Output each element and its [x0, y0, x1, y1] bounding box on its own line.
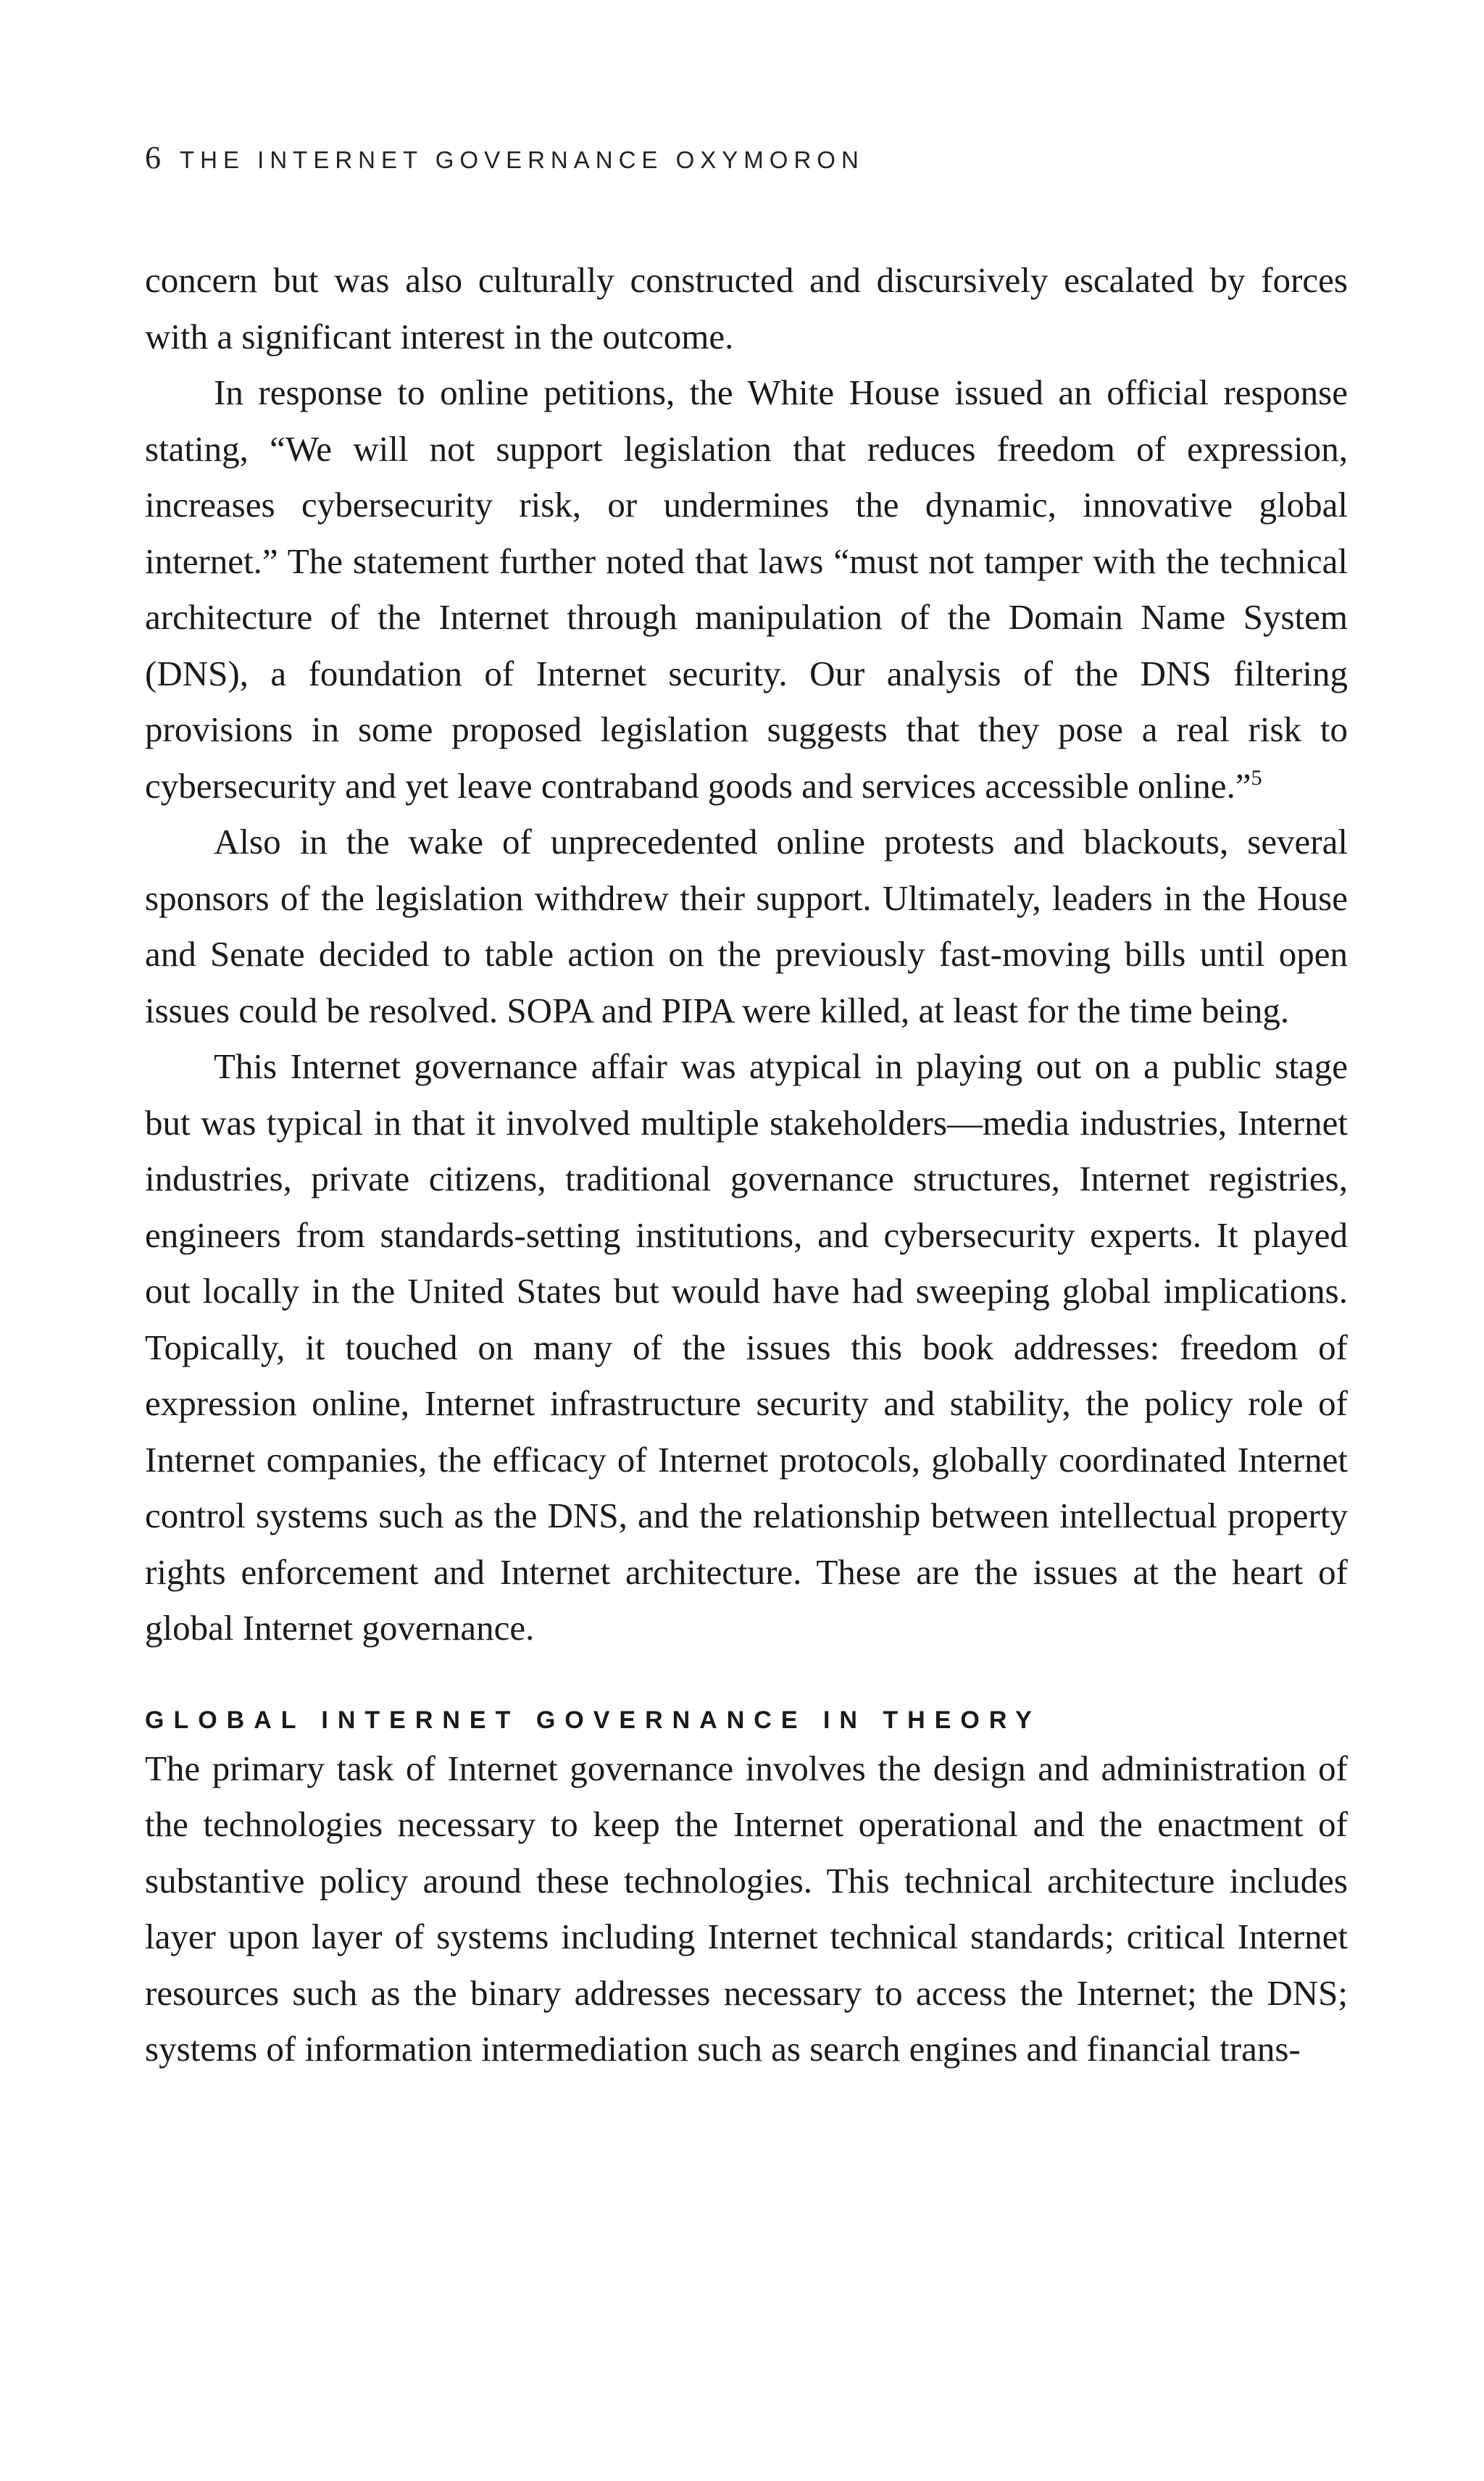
paragraph-white-house — [145, 364, 1348, 814]
running-head — [145, 139, 864, 176]
footnote-ref: 5 — [1251, 765, 1262, 790]
paragraph-affair: This Internet governance affair was atypical in playing out on a public stage but was typical in that it involved multiple stakeholders—media industries, Internet industries, private citizens, traditional governance structures, Internet registries, engineers from standards-setting institutions, and cybersecurity experts. It played out locally in the United States but would have had sweeping global implications. Topically, it touched on many of the issues this book addresses: freedom of expression online, Internet infrastructure security and stability, the policy role of Internet companies, the efficacy of Internet protocols, globally coordinated Internet control systems such as the DNS, and the relationship between intellectual property rights enforcement and Internet architecture. These are the issues at the heart of global Internet governance. — [145, 1046, 1348, 1648]
paragraph-section-first: The primary task of Internet governance involves the design and administration of the technologies necessary to keep the Internet operational and the enactment of substantive policy around these technologies. This technical architecture includes layer upon layer of systems including Internet technical standards; critical Internet resources such as the binary addresses necessary to access the Internet; the DNS; systems of information intermediation such as search engines and financial trans- — [145, 1748, 1348, 2069]
paragraph-protests: Also in the wake of unprecedented online protests and blackouts, several sponsors of the legislation withdrew their support. Ultimately, leaders in the House and Senate decided to table action on the previously fast-moving bills until open issues could be resolved. SOPA and PIPA were killed, at least for the time being. — [145, 822, 1348, 1030]
running-head-title: THE INTERNET GOVERNANCE OXYMORON — [180, 146, 864, 173]
paragraph-white-house-text: In response to online petitions, the White House issued an official response stating, “We will not support legislation that reduces freedom of expression, increases cybersecurity risk, or undermines the dynamic, innovative global internet.” The statement further noted that laws “must not tamper with the technical architecture of the Internet through manipulation of the Domain Name System (DNS), a foundation of Internet security. Our analysis of the DNS filtering provisions in some proposed legislation suggests that they pose a real risk to cybersecurity and yet leave contraband goods and services accessible online.” — [145, 372, 1348, 806]
paragraph-continued: concern but was also culturally constructed and discursively escalated by forces with a significant interest in the outcome. — [145, 260, 1348, 356]
section-heading: GLOBAL INTERNET GOVERNANCE IN THEORY — [145, 1706, 1041, 1734]
body-text — [145, 252, 1348, 2077]
page-number: 6 — [145, 140, 161, 175]
